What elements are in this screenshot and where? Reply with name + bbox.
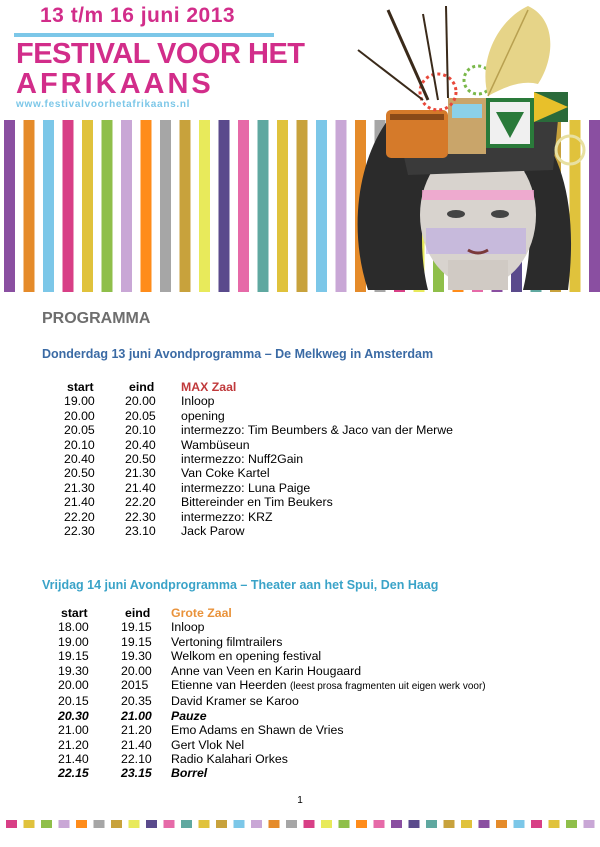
act-name: Emo Adams en Shawn de Vries bbox=[171, 723, 344, 738]
table-row bbox=[64, 495, 453, 509]
act-name: Van Coke Kartel bbox=[181, 466, 270, 481]
act-cell bbox=[171, 752, 486, 766]
table-row bbox=[58, 752, 486, 766]
footer-dash bbox=[146, 820, 157, 828]
col-start: start bbox=[61, 606, 88, 620]
act-name: Radio Kalahari Orkes bbox=[171, 752, 288, 767]
footer-dash bbox=[164, 820, 175, 828]
act-name: Anne van Veen en Karin Hougaard bbox=[171, 663, 362, 678]
table-row bbox=[64, 524, 453, 538]
footer-dash bbox=[426, 820, 437, 828]
footer-dash bbox=[234, 820, 245, 828]
end-time: 20.05 bbox=[125, 408, 156, 423]
stripe bbox=[277, 120, 288, 292]
act-cell bbox=[181, 510, 453, 524]
stripe bbox=[180, 120, 191, 292]
footer-dash bbox=[76, 820, 87, 828]
footer-dash bbox=[391, 820, 402, 828]
table-row bbox=[58, 738, 486, 752]
footer-dash bbox=[444, 820, 455, 828]
footer-dash bbox=[356, 820, 367, 828]
end-time: 20.35 bbox=[121, 694, 152, 709]
festival-dates: 13 t/m 16 juni 2013 bbox=[40, 4, 236, 27]
table-row bbox=[58, 723, 486, 737]
start-time: 20.00 bbox=[64, 408, 95, 423]
act-name: Pauze bbox=[171, 708, 207, 723]
stripe bbox=[102, 120, 113, 292]
act-cell bbox=[171, 694, 486, 708]
start-time: 19.15 bbox=[58, 649, 89, 664]
end-time: 21.40 bbox=[121, 737, 152, 752]
footer-dash bbox=[566, 820, 577, 828]
footer-dash bbox=[584, 820, 595, 828]
footer-dash bbox=[496, 820, 507, 828]
end-time: 22.10 bbox=[121, 752, 152, 767]
footer-dash bbox=[549, 820, 560, 828]
act-name: Jack Parow bbox=[181, 524, 245, 539]
end-time: 21.20 bbox=[121, 723, 152, 738]
end-time: 20.10 bbox=[125, 423, 156, 438]
table-row bbox=[64, 452, 453, 466]
act-note: (leest prosa fragmenten uit eigen werk voor) bbox=[289, 681, 486, 693]
start-time: 21.20 bbox=[58, 737, 89, 752]
footer-dash bbox=[531, 820, 542, 828]
end-time: 19.15 bbox=[121, 634, 152, 649]
footer-dash bbox=[94, 820, 105, 828]
footer-dash bbox=[251, 820, 262, 828]
footer-dash bbox=[129, 820, 140, 828]
footer-dash bbox=[461, 820, 472, 828]
act-cell bbox=[181, 409, 453, 423]
start-time: 19.00 bbox=[58, 634, 89, 649]
festival-title-line2: AFRIKAANS bbox=[16, 68, 214, 100]
start-time: 19.30 bbox=[58, 663, 89, 678]
stripe bbox=[219, 120, 230, 292]
act-name: intermezzo: Tim Beumbers & Jaco van der Merwe bbox=[181, 423, 453, 438]
stripe bbox=[141, 120, 152, 292]
table-row bbox=[58, 766, 486, 780]
table-row bbox=[64, 481, 453, 495]
act-cell bbox=[181, 481, 453, 495]
table-row bbox=[64, 510, 453, 524]
act-name: Vertoning filmtrailers bbox=[171, 634, 283, 649]
act-cell bbox=[181, 438, 453, 452]
stripe bbox=[4, 120, 15, 292]
start-time: 20.00 bbox=[58, 678, 89, 693]
act-cell bbox=[171, 723, 486, 737]
act-name: intermezzo: Nuff2Gain bbox=[181, 452, 304, 467]
start-time: 21.00 bbox=[58, 723, 89, 738]
end-time: 23.15 bbox=[121, 766, 152, 781]
act-name: Wambüseun bbox=[181, 437, 250, 452]
start-time: 20.50 bbox=[64, 466, 95, 481]
start-time: 20.15 bbox=[58, 694, 89, 709]
end-time: 23.10 bbox=[125, 524, 156, 539]
footer-dash-border bbox=[6, 820, 596, 828]
footer-dash bbox=[41, 820, 52, 828]
act-cell bbox=[181, 394, 453, 408]
venue-label: MAX Zaal bbox=[181, 380, 237, 394]
table-row bbox=[64, 466, 453, 480]
footer-dash bbox=[514, 820, 525, 828]
footer-dash bbox=[216, 820, 227, 828]
footer-dash bbox=[111, 820, 122, 828]
act-name: David Kramer se Karoo bbox=[171, 694, 299, 709]
footer-dash bbox=[59, 820, 70, 828]
act-cell bbox=[181, 495, 453, 509]
act-cell bbox=[171, 649, 486, 663]
end-time: 22.20 bbox=[125, 495, 156, 510]
table-row bbox=[58, 649, 486, 663]
act-name: Bittereinder en Tim Beukers bbox=[181, 495, 333, 510]
act-cell bbox=[171, 635, 486, 649]
start-time: 18.00 bbox=[58, 620, 89, 635]
start-time: 21.40 bbox=[64, 495, 95, 510]
stripe bbox=[316, 120, 327, 292]
table-row bbox=[58, 678, 486, 694]
start-time: 20.40 bbox=[64, 452, 95, 467]
end-time: 20.00 bbox=[121, 663, 152, 678]
start-time: 22.15 bbox=[58, 766, 89, 781]
start-time: 21.40 bbox=[58, 752, 89, 767]
start-time: 21.30 bbox=[64, 480, 95, 495]
footer-dash bbox=[6, 820, 17, 828]
table-row bbox=[58, 709, 486, 723]
end-time: 21.30 bbox=[125, 466, 156, 481]
col-end: eind bbox=[125, 606, 151, 620]
day2-heading: Vrijdag 14 juni Avondprogramma – Theater aan het Spui, Den Haag bbox=[42, 578, 439, 592]
footer-dash bbox=[199, 820, 210, 828]
quill-1 bbox=[388, 10, 428, 100]
stripe bbox=[160, 120, 171, 292]
stripe bbox=[63, 120, 74, 292]
title-rule bbox=[14, 33, 274, 37]
table-row bbox=[58, 694, 486, 708]
col-end: eind bbox=[129, 380, 155, 394]
table-row bbox=[58, 664, 486, 678]
stripe bbox=[258, 120, 269, 292]
feather-icon bbox=[485, 6, 550, 96]
act-cell bbox=[171, 738, 486, 752]
footer-dash bbox=[409, 820, 420, 828]
day1-heading: Donderdag 13 juni Avondprogramma – De Melkweg in Amsterdam bbox=[42, 347, 434, 361]
start-time: 22.20 bbox=[64, 509, 95, 524]
festival-website: www.festivalvoorhetafrikaans.nl bbox=[16, 99, 191, 110]
stripe bbox=[297, 120, 308, 292]
act-name: opening bbox=[181, 408, 225, 423]
start-time: 22.30 bbox=[64, 524, 95, 539]
end-time: 20.50 bbox=[125, 452, 156, 467]
act-cell bbox=[171, 766, 486, 780]
page-number: 1 bbox=[297, 795, 303, 806]
act-name: intermezzo: KRZ bbox=[181, 509, 273, 524]
stripe bbox=[43, 120, 54, 292]
end-time: 20.00 bbox=[125, 394, 156, 409]
footer-dash bbox=[339, 820, 350, 828]
act-name: intermezzo: Luna Paige bbox=[181, 480, 311, 495]
end-time: 19.15 bbox=[121, 620, 152, 635]
act-name: Inloop bbox=[181, 394, 215, 409]
start-time: 20.10 bbox=[64, 437, 95, 452]
act-cell bbox=[181, 452, 453, 466]
act-name: Gert Vlok Nel bbox=[171, 737, 245, 752]
stripe bbox=[24, 120, 35, 292]
stripe bbox=[82, 120, 93, 292]
table-row bbox=[64, 394, 453, 408]
start-time: 19.00 bbox=[64, 394, 95, 409]
footer-dash bbox=[479, 820, 490, 828]
end-time: 21.40 bbox=[125, 480, 156, 495]
act-cell bbox=[171, 664, 486, 678]
act-cell bbox=[181, 423, 453, 437]
end-time: 22.30 bbox=[125, 509, 156, 524]
act-name: Etienne van Heerden bbox=[171, 678, 287, 693]
programma-heading: PROGRAMMA bbox=[42, 310, 151, 327]
act-cell bbox=[171, 709, 486, 723]
act-cell bbox=[171, 620, 486, 634]
festival-portrait-illustration bbox=[328, 0, 600, 290]
col-start: start bbox=[67, 380, 94, 394]
stripe bbox=[238, 120, 249, 292]
footer-dash bbox=[321, 820, 332, 828]
footer-dash bbox=[286, 820, 297, 828]
footer-dash bbox=[24, 820, 35, 828]
table-header-row bbox=[58, 606, 486, 620]
footer-dash bbox=[181, 820, 192, 828]
day1-schedule-table bbox=[64, 380, 453, 538]
act-cell bbox=[181, 466, 453, 480]
day2-schedule-table bbox=[58, 606, 486, 781]
table-header-row bbox=[64, 380, 453, 394]
footer-dash bbox=[269, 820, 280, 828]
end-time: 21.00 bbox=[121, 708, 152, 723]
end-time: 19.30 bbox=[121, 649, 152, 664]
footer-dash bbox=[374, 820, 385, 828]
act-name: Borrel bbox=[171, 766, 208, 781]
start-time: 20.30 bbox=[58, 708, 89, 723]
table-row bbox=[64, 423, 453, 437]
venue-label: Grote Zaal bbox=[171, 606, 232, 620]
table-row bbox=[58, 635, 486, 649]
act-cell bbox=[181, 524, 453, 538]
footer-dash bbox=[304, 820, 315, 828]
table-row bbox=[64, 438, 453, 452]
act-name: Inloop bbox=[171, 620, 205, 635]
table-row bbox=[64, 409, 453, 423]
act-name: Welkom en opening festival bbox=[171, 649, 322, 664]
end-time: 2015 bbox=[121, 678, 149, 693]
stripe bbox=[121, 120, 132, 292]
stripe bbox=[199, 120, 210, 292]
end-time: 20.40 bbox=[125, 437, 156, 452]
festival-title-line1: FESTIVAL VOOR HET bbox=[16, 38, 305, 70]
table-row bbox=[58, 620, 486, 634]
act-cell bbox=[171, 678, 486, 694]
start-time: 20.05 bbox=[64, 423, 95, 438]
